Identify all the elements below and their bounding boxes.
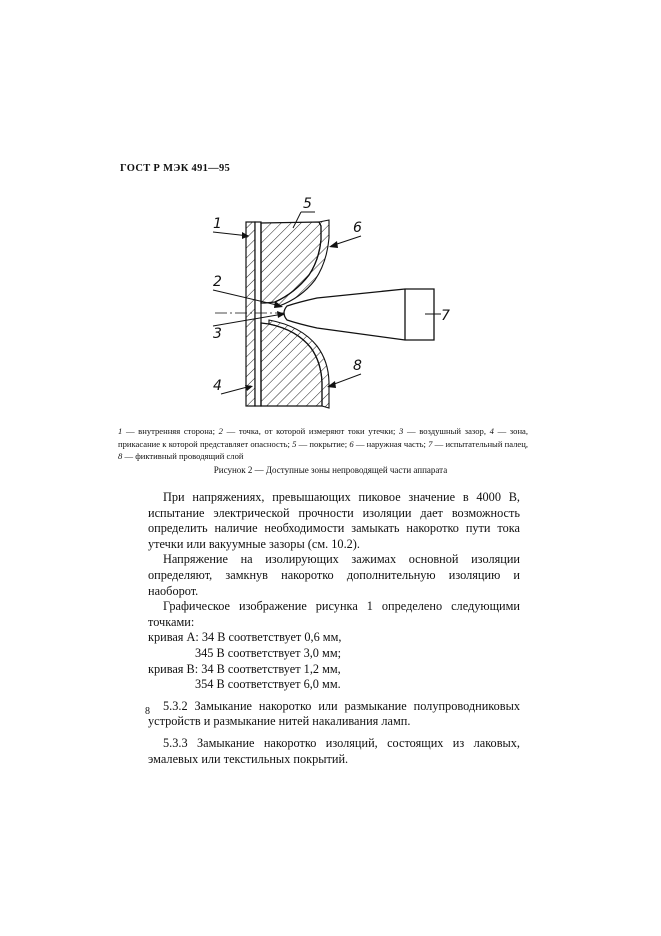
label-1: 1 [213, 216, 222, 232]
page-number: 8 [145, 706, 150, 717]
legend-part-6: 6 — наружная часть; [349, 438, 429, 449]
curve-b-line-2: 354 В соответствует 6,0 мм. [195, 677, 341, 692]
label-5: 5 [303, 196, 312, 212]
figure-drawing [205, 190, 465, 415]
paragraph-3: Графическое изображение рисунка 1 определено следующими точками: [148, 599, 520, 629]
figure-legend [118, 425, 528, 463]
label-6: 6 [353, 220, 362, 236]
lower-coating [261, 323, 322, 406]
document-header: ГОСТ Р МЭК 491—95 [120, 163, 231, 174]
legend-part-2: 2 — точка, от которой измеряют токи утечки; [218, 426, 400, 436]
curve-a-line-2: 345 В соответствует 3,0 мм; [195, 645, 342, 660]
label-8: 8 [353, 358, 362, 374]
figure-accessible-zones [205, 190, 465, 415]
legend-part-1: 1 — внутренняя сторона; [118, 426, 219, 436]
label-2: 2 [213, 274, 222, 290]
label-7: 7 [441, 308, 450, 324]
legend-part-8: 8 — фиктивный проводящий слой [118, 451, 244, 461]
section-5-3-3: 5.3.3 Замыкание накоротко изоляций, состоящих из лаковых, эмалевых или текстильных покрытий. [148, 735, 520, 766]
upper-coating [261, 222, 321, 303]
figure-title: Рисунок 2 — Доступные зоны непроводящей части аппарата [213, 465, 448, 475]
legend-part-5: 5 — покрытие; [292, 438, 350, 449]
zone-strip [255, 222, 261, 406]
legend-part-4: 4 — зона, прикасание к которой представляет опасность; [118, 426, 529, 449]
test-finger [284, 289, 434, 340]
inner-wall [246, 222, 255, 406]
curve-b-line-1: кривая B: 34 В соответствует 1,2 мм, [148, 661, 341, 676]
paragraph-1: При напряжениях, превышающих пиковое значение в 4000 В, испытание электрической прочности изоляции дает возможность определить наличие необходимости замыкать накоротко пути тока утечки или вакуумные зазоры (см. 10.2). [148, 490, 520, 551]
legend-part-3: 3 — воздушный зазор, [399, 426, 490, 436]
paragraph-2: Напряжение на изолирующих зажимах основной изоляции определяют, замкнув накоротко дополнительную изоляцию и наоборот. [148, 552, 520, 598]
section-5-3-2: 5.3.2 Замыкание накоротко или размыкание полупроводниковых устройств и размыкание нитей накаливания ламп. [148, 698, 520, 729]
label-3: 3 [213, 326, 222, 342]
body-text [148, 490, 520, 767]
label-4: 4 [213, 378, 222, 394]
legend-part-7: 7 — испытательный палец, [428, 438, 528, 449]
curve-a-line-1: кривая A: 34 В соответствует 0,6 мм, [148, 630, 342, 645]
